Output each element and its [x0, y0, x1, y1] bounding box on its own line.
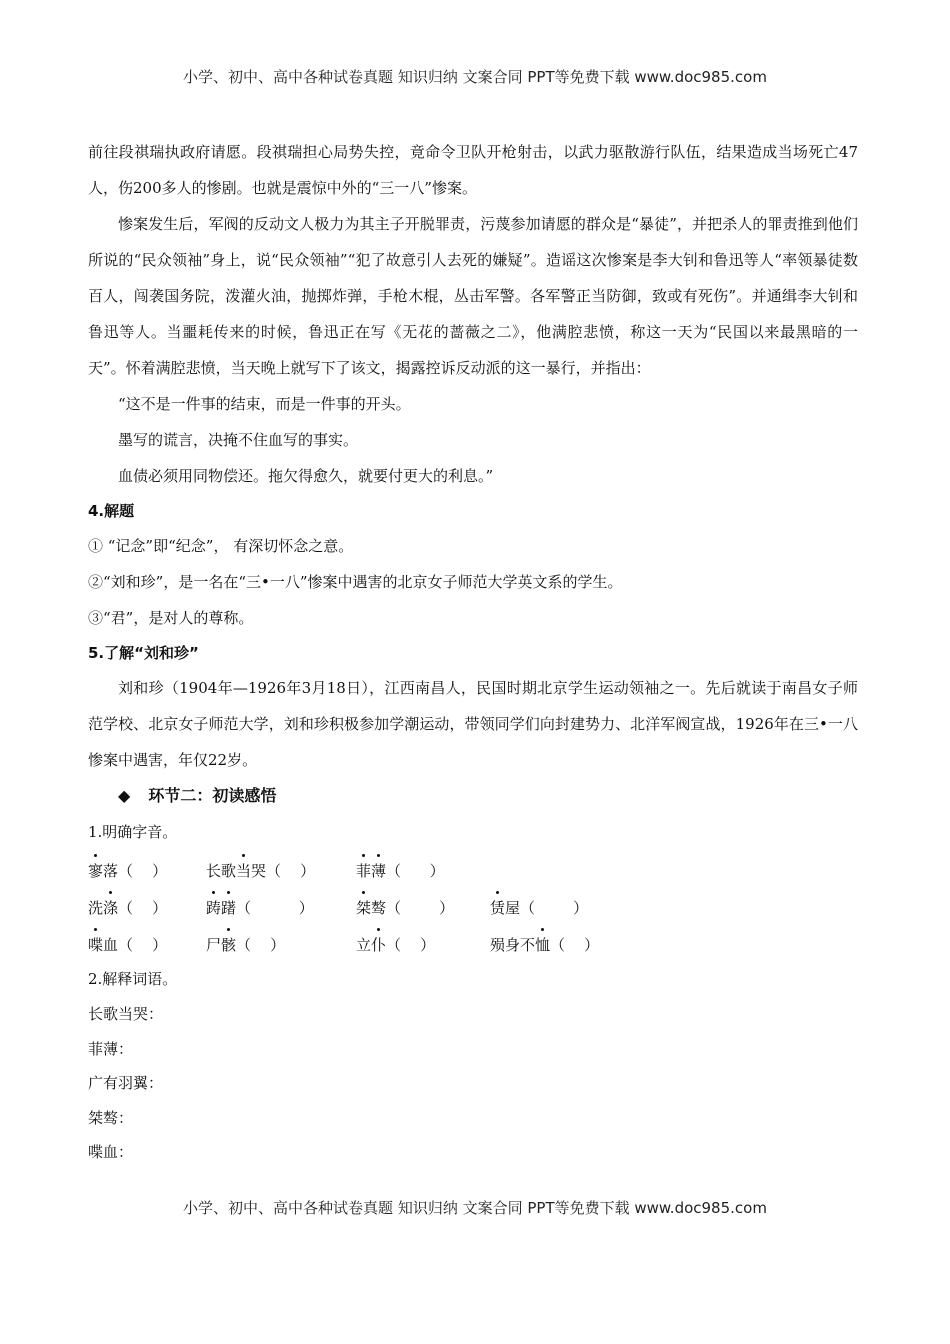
background-paragraph-2: 惨案发生后，军阀的反动文人极力为其主子开脱罪责，污蔑参加请愿的群众是“暴徒”，并把杀人的罪责推到他们所说的“民众领袖”身上，说“民众领袖”“犯了故意引人去死的嫌疑”。造谣这次惨案是李大钊和鲁迅等人“率领暴徒数百人，闯袭国务院，泼灌火油，抛掷炸弹，手枪木棍，丛击军警。各军警正当防御，致或有死伤”。并通缉李大钊和鲁迅等人。当噩耗传来的时候，鲁迅正在写《无花的蔷薇之二》，他满腔悲愤，称这一天为“民国以来最黑暗的一天”。怀着满腔悲愤，当天晚上就写下了该文，揭露控诉反动派的这一暴行，并指出：: [88, 215, 858, 377]
quote-line-1: “这不是一件事的结束，而是一件事的开头。: [118, 395, 411, 413]
emphasis-dot-char: 薄: [371, 862, 387, 880]
section-5-text: 刘和珍（1904年—1926年3月18日），江西南昌人，民国时期北京学生运动领袖之一。先后就读于南昌女子师范学校、北京女子师范大学，刘和珍积极参加学潮运动，带领同学们向封建势力、北洋军阀宣战，1926年在三•一八惨案中遇害，年仅22岁。: [88, 679, 858, 769]
vocab-row-2: [88, 887, 858, 924]
definition-line: 喋血：: [88, 1143, 134, 1161]
vocab-item: 赁屋（ ）: [490, 899, 589, 917]
vocab-item: 洗涤（ ）: [88, 899, 168, 917]
section-4-item-3: ③“君”，是对人的尊称。: [88, 609, 254, 627]
vocab-item: 喋血（ ）: [88, 936, 168, 954]
section-4-heading: 4.解题: [88, 502, 135, 520]
definition-line: 菲薄：: [88, 1039, 134, 1058]
emphasis-dot-char: 赁: [490, 899, 506, 917]
emphasis-dot-char: 踌: [206, 899, 222, 917]
quote-line-2: 墨写的谎言，决掩不住血写的事实。: [118, 431, 359, 449]
vocab-item: 殒身不恤（ ）: [490, 936, 600, 954]
stage-2-heading: [118, 778, 858, 814]
question-1: 1.明确字音。: [88, 823, 178, 841]
section-4-item-1: ① “记念”即“纪念”， 有深切怀念之意。: [88, 537, 354, 555]
emphasis-dot-char: 恤: [535, 936, 551, 954]
background-paragraph-1: 前往段祺瑞执政府请愿。段祺瑞担心局势失控，竟命令卫队开枪射击，以武力驱散游行队伍，结果造成当场死亡47人，伤200多人的惨剧。也就是震惊中外的“三一八”惨案。: [88, 143, 858, 197]
emphasis-dot-char: 涤: [103, 899, 119, 917]
emphasis-dot-char: 骸: [221, 936, 237, 954]
emphasis-dot-char: 躇: [221, 899, 237, 917]
definition-line: 长歌当哭：: [88, 1005, 164, 1023]
section-4-item-2: ②“刘和珍”，是一名在“三•一八”惨案中遇害的北京女子师范大学英文系的学生。: [88, 573, 623, 591]
emphasis-dot-char: 喋: [88, 936, 104, 954]
emphasis-dot-char: 桀: [356, 899, 372, 917]
footer-banner: 小学、初中、高中各种试卷真题 知识归纳 文案合同 PPT等免费下载 www.doc985.com: [183, 1199, 767, 1217]
header-banner: 小学、初中、高中各种试卷真题 知识归纳 文案合同 PPT等免费下载 www.doc985.com: [183, 68, 767, 86]
vocab-item: 踌躇（ ）: [206, 899, 314, 917]
question-2: 2.解释词语。: [88, 970, 178, 988]
vocab-item: 寥落（ ）: [88, 862, 168, 880]
emphasis-dot-char: 菲: [356, 862, 372, 880]
emphasis-dot-char: 寥: [88, 862, 104, 880]
vocab-item: 桀骜（ ）: [356, 899, 455, 917]
vocab-item: 长歌当哭（ ）: [206, 862, 316, 880]
vocab-item: 立仆（ ）: [356, 936, 436, 954]
section-5-heading: 5.了解“刘和珍”: [88, 644, 199, 662]
vocab-row-3: [88, 924, 858, 961]
vocab-row-1: [88, 850, 858, 887]
definition-line: 桀骜：: [88, 1108, 134, 1127]
vocab-item: 尸骸（ ）: [206, 936, 286, 954]
document-body: [88, 134, 858, 1170]
vocab-item: 菲薄（ ）: [356, 862, 445, 880]
emphasis-dot-char: 仆: [371, 936, 387, 954]
emphasis-dot-char: 当: [236, 862, 252, 880]
quote-line-3: 血债必须用同物偿还。拖欠得愈久，就要付更大的利息。”: [118, 467, 494, 485]
diamond-bullet-icon: ◆: [118, 786, 131, 805]
stage-2-title: 环节二：初读感悟: [148, 786, 277, 805]
definition-line: 广有羽翼：: [88, 1074, 164, 1092]
